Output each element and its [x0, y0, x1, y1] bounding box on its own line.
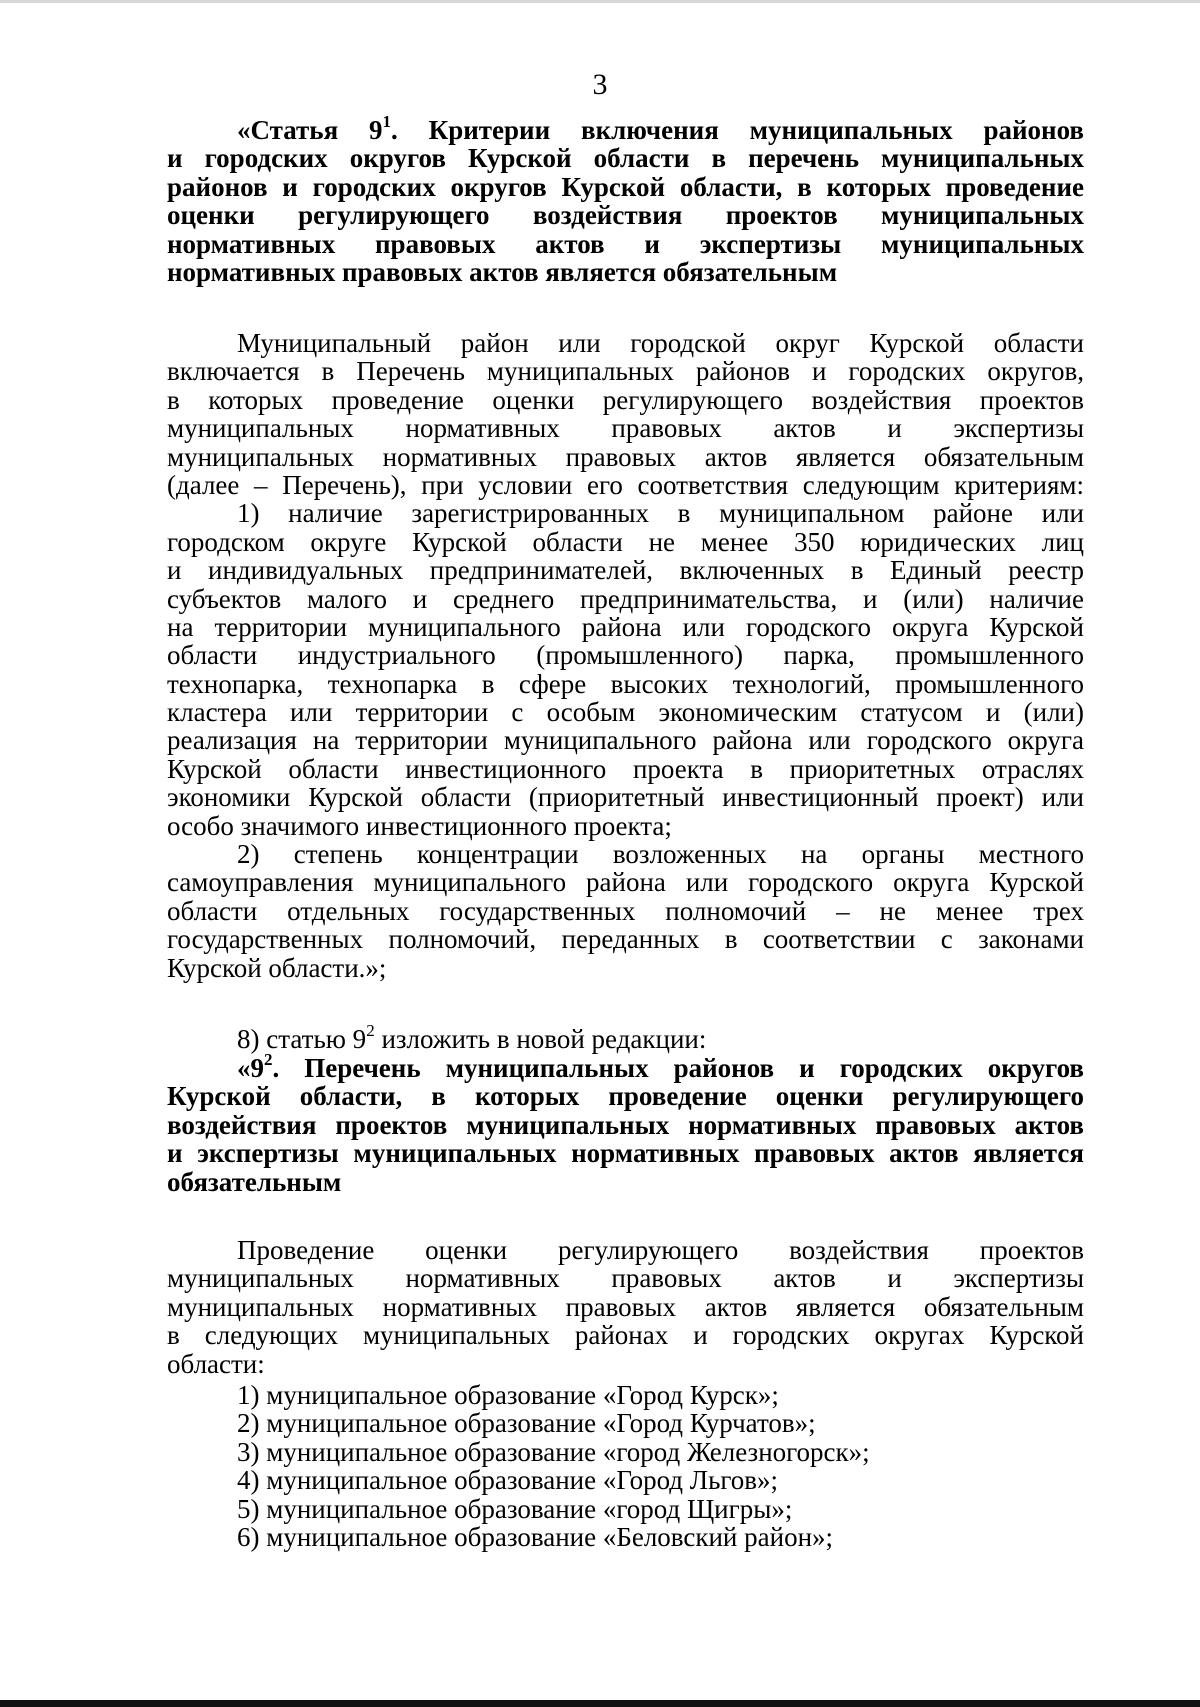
article-92-title	[167, 1050, 1084, 1197]
article-92-title-sup: 2	[264, 1050, 273, 1069]
body-line: на территории муниципального района или городского округа Курской	[167, 611, 1084, 642]
body-line: (далее – Перечень), при условии его соответствия следующим критериям:	[167, 469, 1084, 500]
list-item: 1) муниципальное образование «Город Курск»;	[237, 1380, 779, 1410]
body-line: технопарка, технопарка в сфере высоких технологий, промышленного	[167, 668, 1084, 699]
page-number: 3	[592, 68, 608, 101]
article-91-title-line-0: . Критерии включения муниципальных районов	[391, 115, 1084, 145]
body-line: Проведение оценки регулирующего воздействия проектов	[237, 1235, 1084, 1265]
criterion-2-start: 2) степень концентрации возложенных на органы местного	[237, 839, 1084, 870]
article-91-title-prefix: «Статья 9	[237, 115, 383, 145]
body-line: субъектов малого и среднего предпринимательства, и (или) наличие	[167, 583, 1084, 614]
article-92-title-prefix: «9	[237, 1053, 264, 1083]
amendment-8	[167, 1021, 1084, 1054]
article-92-title-line-0: . Перечень муниципальных районов и городских округов	[272, 1053, 1084, 1083]
body-line: Курской области инвестиционного проекта в приоритетных отраслях	[167, 753, 1084, 784]
amendment-8-sup: 2	[366, 1021, 375, 1040]
body-line: и индивидуальных предпринимателей, включенных в Единый реестр	[167, 555, 1084, 586]
body-line: включается в Перечень муниципальных районов и городских округов,	[167, 356, 1084, 387]
article-92-title-line-3: и экспертизы муниципальных нормативных правовых актов является	[167, 1138, 1084, 1169]
body-line: муниципальных нормативных правовых актов является обязательным	[167, 1291, 1084, 1322]
list-item: 2) муниципальное образование «Город Курчатов»;	[237, 1408, 816, 1439]
amendment-8-prefix: 8) статью 9	[237, 1024, 367, 1054]
body-line: в следующих муниципальных районах и городских округах Курской	[167, 1320, 1084, 1351]
amendment-8-suffix: изложить в новой редакции:	[374, 1024, 707, 1054]
scan-edge-bottom	[0, 1700, 1200, 1707]
body-line: Муниципальный район или городской округ Курской области	[237, 328, 1084, 358]
scan-edge-top	[0, 0, 1200, 3]
amendment-8-line	[167, 1021, 1084, 1054]
article-91-title-sup: 1	[382, 112, 392, 131]
article-91-title-line-3: оценки регулирующего воздействия проектов муниципальных	[167, 200, 1084, 231]
body-line: самоуправления муниципального района или городского округа Курской	[167, 867, 1084, 898]
article-91-title-line-4: нормативных правовых актов и экспертизы муниципальных	[167, 228, 1084, 259]
body-line: особо значимого инвестиционного проекта;	[167, 810, 672, 841]
body-line: области:	[167, 1348, 265, 1379]
article-91-body	[167, 329, 1084, 982]
article-92-body	[167, 1236, 1084, 1378]
body-line: Курской области.»;	[167, 952, 387, 983]
body-line: кластера или территории с особым экономическим статусом и (или)	[167, 697, 1084, 728]
criterion-1-start: 1) наличие зарегистрированных в муниципальном районе или	[237, 498, 1084, 529]
body-line: муниципальных нормативных правовых актов и экспертизы	[167, 1263, 1084, 1294]
list-item: 4) муниципальное образование «Город Льгов»;	[237, 1465, 779, 1496]
article-91-title-line-1: и городских округов Курской области в перечень муниципальных	[167, 143, 1084, 174]
body-line: в которых проведение оценки регулирующего воздействия проектов	[167, 384, 1084, 415]
body-line: муниципальных нормативных правовых актов и экспертизы	[167, 413, 1084, 444]
list-item: 3) муниципальное образование «город Железногорск»;	[237, 1436, 870, 1467]
list-item: 6) муниципальное образование «Беловский район»;	[237, 1521, 834, 1552]
article-91-title-line	[167, 112, 1084, 145]
body-line: городском округе Курской области не менее 350 юридических лиц	[167, 526, 1084, 557]
municipality-list	[167, 1381, 1084, 1551]
article-92-title-line-1: Курской области, в которых проведение оценки регулирующего	[167, 1081, 1084, 1112]
body-line: области отдельных государственных полномочий – не менее трех	[167, 895, 1084, 926]
body-line: муниципальных нормативных правовых актов является обязательным	[167, 441, 1084, 472]
body-line: области индустриального (промышленного) парка, промышленного	[167, 640, 1084, 671]
article-91-title-line-2: районов и городских округов Курской области, в которых проведение	[167, 171, 1084, 202]
body-line: экономики Курской области (приоритетный инвестиционный проект) или	[167, 782, 1084, 813]
body-line: реализация на территории муниципального района или городского округа	[167, 725, 1084, 756]
article-92-title-line	[167, 1050, 1084, 1083]
article-92-title-line-2: воздействия проектов муниципальных нормативных правовых актов	[167, 1109, 1084, 1140]
body-line: государственных полномочий, переданных в соответствии с законами	[167, 924, 1084, 955]
article-92-title-line-4: обязательным	[167, 1166, 342, 1197]
article-91-title-line-5: нормативных правовых актов является обязательным	[167, 256, 838, 287]
article-91-title	[167, 112, 1084, 287]
list-item: 5) муниципальное образование «город Щигры»;	[237, 1493, 793, 1524]
